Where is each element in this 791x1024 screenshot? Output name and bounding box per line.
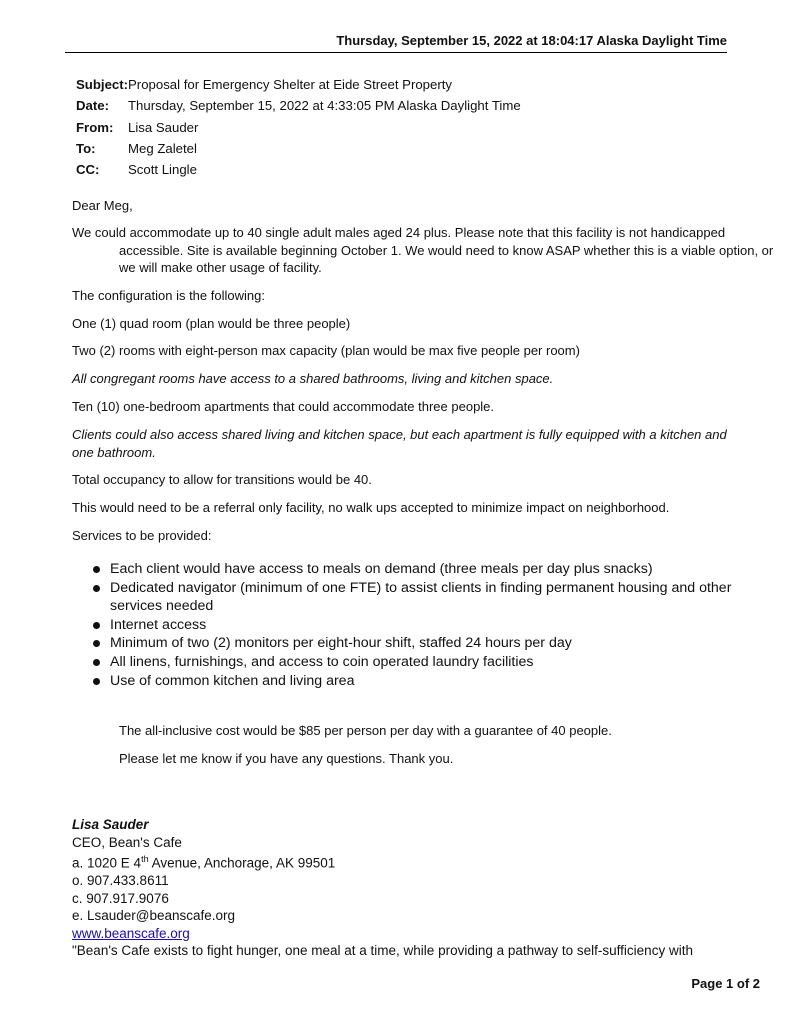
config-intro: The configuration is the following:	[72, 288, 265, 303]
cost-statement: The all-inclusive cost would be $85 per person per day with a guarantee of 40 people.	[119, 723, 612, 738]
meta-date	[76, 95, 521, 116]
meta-value: Meg Zaletel	[128, 141, 197, 157]
meta-label: From:	[76, 119, 114, 135]
header-divider	[65, 52, 727, 53]
meta-to	[76, 138, 521, 159]
meta-value: Proposal for Emergency Shelter at Eide Street Property	[128, 77, 452, 93]
signature-name: Lisa Sauder	[72, 817, 149, 832]
mission-statement: "Bean's Cafe exists to fight hunger, one meal at a time, while providing a pathway to self-sufficiency with	[72, 943, 693, 958]
signature-email: e. Lsauder@beanscafe.org	[72, 908, 236, 923]
meta-label: Subject:	[76, 77, 129, 93]
signature-office-phone: o. 907.433.8611	[72, 873, 169, 888]
clients-access-note: Clients could also access shared living and kitchen space, but each apartment is fully equipped with a kitchen and one bathroom.	[72, 427, 727, 460]
address-suffix: Avenue, Anchorage, AK 99501	[148, 855, 336, 871]
signature-title: CEO, Bean's Cafe	[72, 834, 182, 850]
services-list	[92, 560, 732, 690]
address-sup: th	[141, 854, 149, 864]
email-meta	[76, 74, 521, 180]
signature-block	[72, 816, 693, 960]
list-item: Use of common kitchen and living area	[92, 672, 732, 691]
greeting: Dear Meg,	[72, 198, 133, 213]
list-item: Dedicated navigator (minimum of one FTE) to assist clients in finding permanent housing and other services needed	[92, 579, 732, 616]
two-rooms: Two (2) rooms with eight-person max capacity (plan would be max five people per room)	[72, 343, 580, 358]
print-timestamp: Thursday, September 15, 2022 at 18:04:17 Alaska Daylight Time	[336, 33, 727, 48]
list-item: Minimum of two (2) monitors per eight-hour shift, staffed 24 hours per day	[92, 634, 732, 653]
signature-cell-phone: c. 907.917.9076	[72, 890, 169, 906]
total-occupancy: Total occupancy to allow for transitions would be 40.	[72, 472, 372, 487]
list-item: Each client would have access to meals on demand (three meals per day plus snacks)	[92, 560, 732, 579]
congregant-note: All congregant rooms have access to a shared bathrooms, living and kitchen space.	[72, 371, 554, 386]
page-number: Page 1 of 2	[691, 976, 760, 991]
meta-from	[76, 117, 521, 138]
meta-cc	[76, 159, 521, 180]
signature-address	[72, 851, 693, 872]
closing-line: Please let me know if you have any questions. Thank you.	[119, 751, 454, 766]
paragraph-capacity: We could accommodate up to 40 single adult males aged 24 plus. Please note that this facility is not handicapped accessible. Site is available beginning October 1. We would need to know ASAP whether this is a viable option, or we will make other usage of facility.	[72, 225, 774, 275]
list-item: Internet access	[92, 616, 732, 635]
address-prefix: a. 1020 E 4	[72, 855, 142, 871]
referral-note: This would need to be a referral only facility, no walk ups accepted to minimize impact on neighborhood.	[72, 500, 670, 515]
meta-label: To:	[76, 141, 96, 157]
meta-value: Lisa Sauder	[128, 119, 199, 135]
meta-value: Thursday, September 15, 2022 at 4:33:05 PM Alaska Daylight Time	[128, 98, 521, 114]
meta-subject	[76, 74, 521, 95]
meta-label: Date:	[76, 98, 109, 114]
quad-room: One (1) quad room (plan would be three people)	[72, 316, 351, 331]
meta-value: Scott Lingle	[128, 162, 197, 178]
ten-apartments: Ten (10) one-bedroom apartments that could accommodate three people.	[72, 399, 495, 414]
services-intro: Services to be provided:	[72, 528, 212, 543]
meta-label: CC:	[76, 162, 100, 178]
website-link[interactable]: www.beanscafe.org	[72, 925, 190, 941]
list-item: All linens, furnishings, and access to coin operated laundry facilities	[92, 653, 732, 672]
